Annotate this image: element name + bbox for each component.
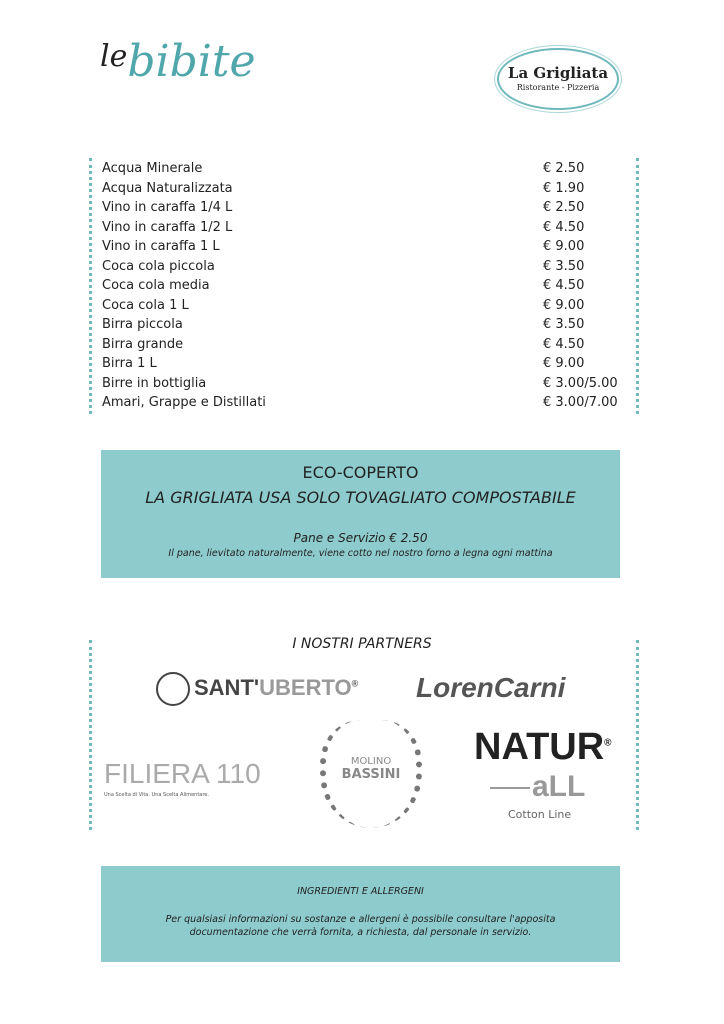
partners-heading: I NOSTRI PARTNERS <box>292 636 432 652</box>
drink-name: Birra 1 L <box>102 356 157 371</box>
drink-row <box>102 220 622 240</box>
drink-row <box>102 161 622 181</box>
drink-name: Acqua Naturalizzata <box>102 180 233 196</box>
drink-price: € 2.50 <box>543 200 585 215</box>
allergens-text-1: Per qualsiasi informazioni su sostanze e allergeni è possibile consultare l'apposita <box>165 914 556 925</box>
santuberto-logo <box>156 672 358 706</box>
logo-name: La Grigliata <box>507 64 609 82</box>
molino-text: MOLINO <box>350 756 392 767</box>
drink-row <box>102 337 622 357</box>
eco-subtitle: LA GRIGLIATA USA SOLO TOVAGLIATO COMPOSTABILE <box>145 488 576 507</box>
drink-name: Vino in caraffa 1/4 L <box>102 200 233 215</box>
drink-row <box>102 298 622 318</box>
drink-row <box>102 376 622 396</box>
allergens-title: INGREDIENTI E ALLERGENI <box>297 886 424 897</box>
lorencarni-logo: LorenCarni <box>416 672 566 703</box>
logo-subtitle: Ristorante - Pizzeria <box>516 83 600 92</box>
drink-row <box>102 200 622 220</box>
drink-name: Birre in bottiglia <box>102 375 207 391</box>
drink-row <box>102 181 622 201</box>
all-text: aLL <box>532 770 586 803</box>
bread-note: Il pane, lievitato naturalmente, viene cotto nel nostro forno a legna ogni mattina <box>168 548 553 559</box>
divider-left <box>89 158 92 414</box>
drink-price: € 3.00/5.00 <box>543 375 618 391</box>
deer-icon <box>156 672 190 706</box>
service-charge: Pane e Servizio € 2.50 <box>293 531 428 545</box>
drink-name: Amari, Grappe e Distillati <box>102 395 266 410</box>
title-bibite: bibite <box>127 36 256 87</box>
allergens-text-2: documentazione che verrà fornita, a richiesta, dal personale in servizio. <box>189 927 532 938</box>
drink-row <box>102 395 622 415</box>
filiera-logo: FILIERA 110 <box>104 758 261 789</box>
drink-row <box>102 239 622 259</box>
cotton-line-text: Cotton Line <box>508 808 572 821</box>
drink-name: Birra grande <box>102 336 184 352</box>
drink-name: Coca cola media <box>102 278 210 293</box>
drink-price: € 3.00/7.00 <box>543 395 618 410</box>
drink-name: Birra piccola <box>102 317 183 332</box>
drink-price: € 9.00 <box>543 297 585 313</box>
natur-reg: ® <box>604 737 612 749</box>
drink-price: € 2.50 <box>543 161 585 176</box>
drink-name: Acqua Minerale <box>102 161 203 176</box>
natur-logo <box>474 726 612 769</box>
allergens-box <box>101 866 620 962</box>
molino-bassini-logo <box>320 720 422 828</box>
drink-price: € 3.50 <box>543 317 585 332</box>
reg-mark: ® <box>351 678 359 689</box>
leaf-icon <box>490 787 530 789</box>
restaurant-logo <box>497 48 619 110</box>
drink-price: € 1.90 <box>543 180 585 196</box>
drink-price: € 4.50 <box>543 219 585 235</box>
bassini-text: BASSINI <box>341 767 401 782</box>
drink-price: € 9.00 <box>543 239 585 254</box>
filiera-tagline: Una Scelta di Vita. Una Scelta Alimentare. <box>104 792 209 798</box>
eco-title: ECO-COPERTO <box>302 463 419 482</box>
drink-row <box>102 317 622 337</box>
drink-price: € 3.50 <box>543 258 585 274</box>
natur-text: NATUR <box>474 726 605 768</box>
drink-name: Vino in caraffa 1 L <box>102 239 220 254</box>
page-title <box>100 36 256 87</box>
drink-price: € 4.50 <box>543 336 585 352</box>
divider-left-partners <box>89 640 92 830</box>
title-le: le <box>100 39 128 74</box>
drink-price: € 9.00 <box>543 356 585 371</box>
all-logo <box>490 770 585 804</box>
santuberto-b: UBERTO <box>259 674 352 700</box>
divider-right-partners <box>636 640 639 830</box>
drink-row <box>102 278 622 298</box>
drink-name: Coca cola 1 L <box>102 297 189 313</box>
drink-row <box>102 259 622 279</box>
drink-row <box>102 356 622 376</box>
drink-price: € 4.50 <box>543 278 585 293</box>
drink-name: Coca cola piccola <box>102 258 215 274</box>
santuberto-a: SANT' <box>194 674 260 700</box>
eco-coperto-box <box>101 450 620 578</box>
divider-right <box>636 158 639 414</box>
drink-name: Vino in caraffa 1/2 L <box>102 219 233 235</box>
